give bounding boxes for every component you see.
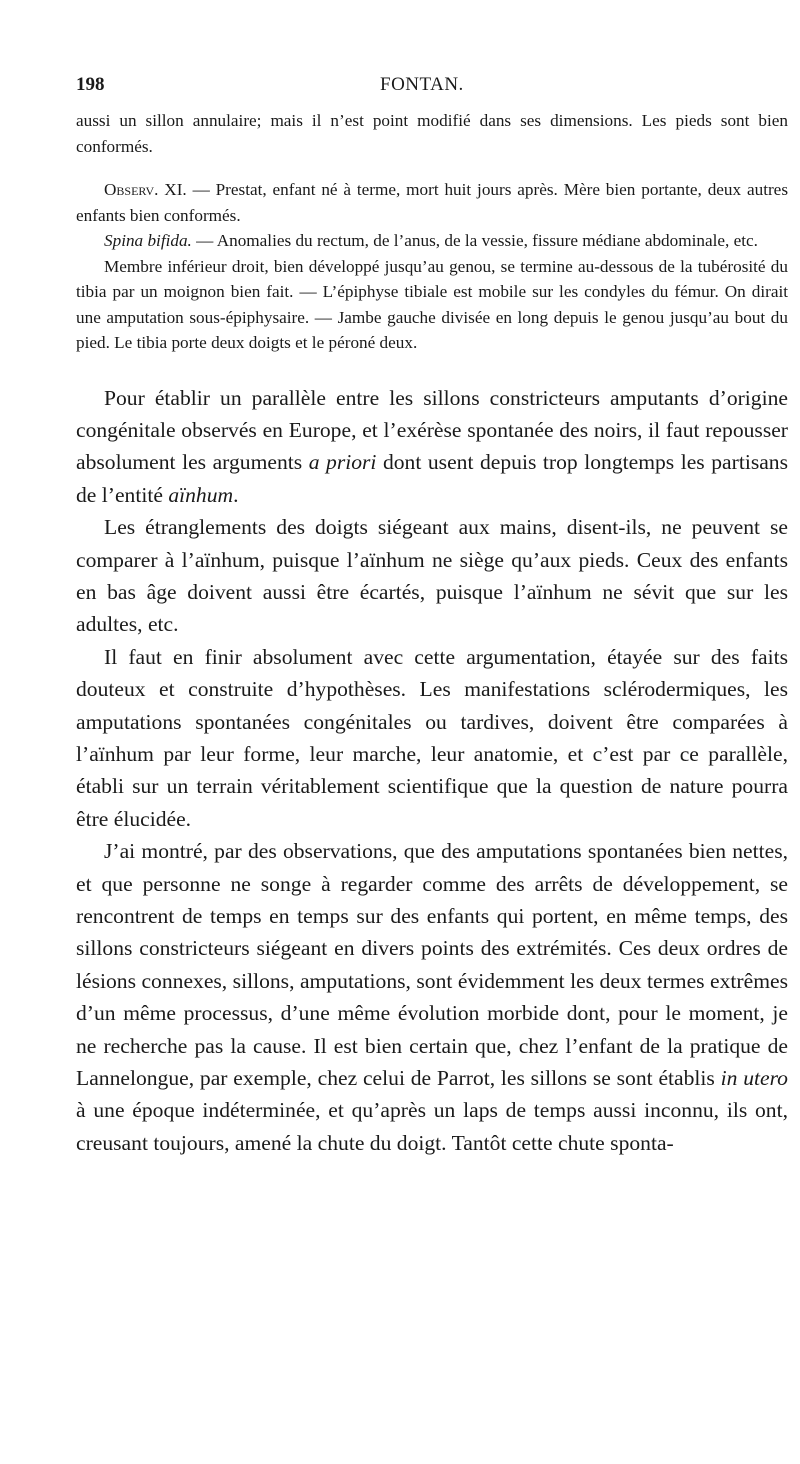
a-priori-italic: a priori — [308, 450, 377, 475]
in-utero-italic: in utero — [720, 1066, 788, 1091]
paragraph-3: Il faut en finir absolument avec cette argumentation, étayée sur des faits douteux et construite d’hypothèses. Les manifestations sclérodermiques, les amputations spontanées congénitales ou tardives, doivent être comparées à l’aïnhum par leur forme, leur marche, leur anatomie, et c’est par ce parallèle, établi sur un terrain véritablement scientifique que la question de nature pourra être élucidée. — [76, 644, 788, 831]
spina-bifida-italic: Spina bifida. — [104, 231, 192, 250]
spina-bifida-text: — Anomalies du rectum, de l’anus, de la vessie, fissure médiane abdominale, etc. — [191, 231, 758, 250]
observation-label: Observ. XI. — [104, 180, 187, 199]
main-text — [76, 382, 788, 1160]
observation-xi — [76, 177, 788, 228]
ainhum-italic: aïnhum — [168, 482, 234, 507]
observation-continuation: aussi un sillon annulaire; mais il n’est point modifié dans ses dimensions. Les pieds sont bien conformés. — [76, 111, 788, 156]
paragraph-1-text-a: Pour établir un parallèle entre les sillons constricteurs amputants d’origine congénitale observés en Europe, et l’exérèse spontanée des noirs, il faut repousser absolument les arguments — [76, 385, 788, 475]
observation-xi-membre: Membre inférieur droit, bien développé jusqu’au genou, se termine au-dessous de la tubérosité du tibia par un moignon bien fait. — L’épiphyse tibiale est mobile sur les condyles du fémur. On dirait une amputation sous-épiphysaire. — Jambe gauche divisée en long depuis le genou jusqu’au bout du pied. Le tibia porte deux doigts et le péroné deux. — [76, 256, 788, 352]
page-number: 198 — [76, 74, 105, 95]
paragraph-2: Les étranglements des doigts siégeant aux mains, disent-ils, ne peuvent se comparer à l’aïnhum, puisque l’aïnhum ne siège qu’aux pieds. Ceux des enfants en bas âge doivent aussi être écartés, puisque l’aïnhum ne sévit que sur les adultes, etc. — [76, 515, 788, 637]
paragraph-1 — [76, 382, 788, 512]
paragraph-4-text-a: J’ai montré, par des observations, que des amputations spontanées bien nettes, et que personne ne songe à regarder comme des arrêts de développement, se rencontrent de temps en temps sur des enfants qui portent, en même temps, des sillons constricteurs siégeant en divers points des extrémités. Ces deux ordres de lésions connexes, sillons, amputations, sont évidemment les deux termes extrêmes d’un même processus, d’une même évolution morbide dont, pour le moment, je ne recherche pas la cause. Il est bien certain que, chez l’enfant de la pratique de Lannelongue, par exemple, chez celui de Parrot, les sillons se sont établis — [76, 839, 788, 1091]
observation-notes — [76, 108, 788, 356]
book-page — [76, 74, 788, 1159]
observation-xi-spina — [76, 228, 788, 254]
observation-xi-text: — Prestat, enfant né à terme, mort huit jours après. Mère bien portante, deux autres enfants bien conformés. — [76, 180, 789, 225]
page-header — [76, 74, 788, 108]
paragraph-1-text-c: . — [233, 482, 239, 507]
paragraph-4 — [76, 835, 788, 1159]
paragraph-1-text-b: dont usent depuis trop longtemps les partisans de l’entité — [76, 450, 789, 507]
running-head: FONTAN. — [380, 74, 464, 95]
paragraph-4-text-b: à une époque indéterminée, et qu’après un laps de temps aussi inconnu, ils ont, creusant toujours, amené la chute du doigt. Tantôt cette chute sponta- — [76, 1098, 788, 1155]
